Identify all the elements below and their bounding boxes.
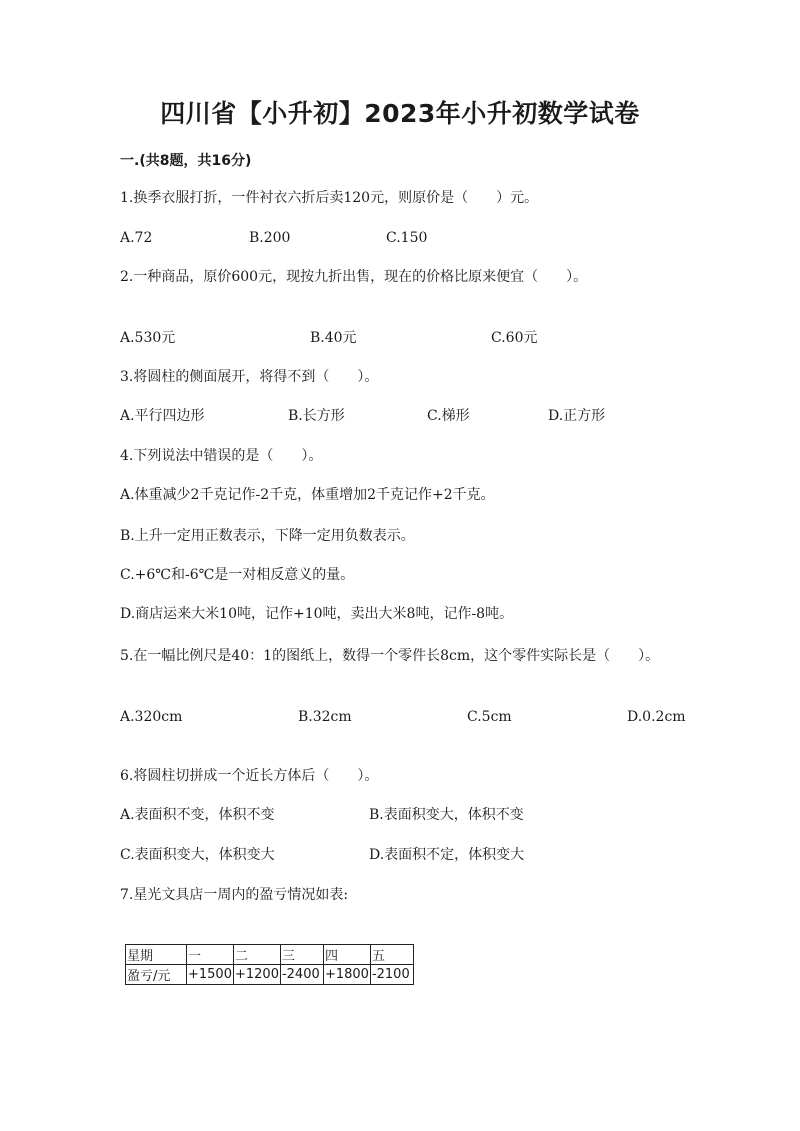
question-6-option-b[interactable]: B.表面积变大，体积不变 [369, 807, 524, 823]
table-cell: +1800 [323, 965, 370, 985]
question-4-option-a[interactable]: A.体重减少2千克记作-2千克，体重增加2千克记作+2千克。 [120, 487, 495, 503]
profit-loss-table [125, 944, 414, 985]
question-7-stem: 7.星光文具店一周内的盈亏情况如表: [120, 887, 349, 903]
section-header: 一.(共8题，共16分) [120, 153, 252, 169]
question-2-option-c[interactable]: C.60元 [491, 330, 538, 346]
question-2-stem: 2.一种商品，原价600元，现按九折出售，现在的价格比原来便宜（ ）。 [120, 269, 588, 285]
question-6-option-c[interactable]: C.表面积变大，体积变大 [120, 847, 275, 863]
table-cell: 盈亏/元 [126, 965, 187, 985]
question-2-option-a[interactable]: A.530元 [120, 330, 176, 346]
question-4-stem: 4.下列说法中错误的是（ ）。 [120, 448, 323, 464]
question-3-stem: 3.将圆柱的侧面展开，将得不到（ ）。 [120, 369, 379, 385]
question-5-option-b[interactable]: B.32cm [298, 709, 352, 725]
table-cell: 星期 [126, 945, 187, 965]
table-cell: 四 [323, 945, 370, 965]
table-cell: 一 [187, 945, 234, 965]
table-cell: 二 [233, 945, 280, 965]
question-4-option-b[interactable]: B.上升一定用正数表示，下降一定用负数表示。 [120, 528, 415, 544]
table-row [126, 965, 414, 985]
question-1-option-a[interactable]: A.72 [120, 230, 153, 246]
question-3-option-d[interactable]: D.正方形 [548, 408, 606, 424]
question-3-option-a[interactable]: A.平行四边形 [120, 408, 205, 424]
question-5-option-a[interactable]: A.320cm [120, 709, 183, 725]
question-5-option-d[interactable]: D.0.2cm [627, 709, 686, 725]
question-1-option-b[interactable]: B.200 [249, 230, 291, 246]
question-4-option-d[interactable]: D.商店运来大米10吨，记作+10吨，卖出大米8吨，记作-8吨。 [120, 606, 514, 622]
table-cell: +1200 [233, 965, 280, 985]
question-5-stem: 5.在一幅比例尺是40：1的图纸上，数得一个零件长8cm，这个零件实际长是（ ）。 [120, 648, 660, 664]
question-5-option-c[interactable]: C.5cm [467, 709, 512, 725]
question-6-option-a[interactable]: A.表面积不变，体积不变 [120, 807, 275, 823]
question-2-option-b[interactable]: B.40元 [310, 330, 357, 346]
table-cell: -2100 [370, 965, 413, 985]
table-cell: 三 [280, 945, 323, 965]
table-cell: -2400 [280, 965, 323, 985]
question-3-option-b[interactable]: B.长方形 [288, 408, 345, 424]
question-3-option-c[interactable]: C.梯形 [427, 408, 470, 424]
table-cell: +1500 [187, 965, 234, 985]
question-6-option-d[interactable]: D.表面积不定，体积变大 [369, 847, 525, 863]
table-cell: 五 [370, 945, 413, 965]
question-6-stem: 6.将圆柱切拼成一个近长方体后（ ）。 [120, 768, 379, 784]
question-4-option-c[interactable]: C.+6℃和-6℃是一对相反意义的量。 [120, 567, 355, 583]
question-1-option-c[interactable]: C.150 [386, 230, 428, 246]
exam-title: 四川省【小升初】2023年小升初数学试卷 [160, 99, 640, 128]
table-header-row [126, 945, 414, 965]
question-1-stem: 1.换季衣服打折，一件衬衣六折后卖120元，则原价是（ ）元。 [120, 190, 539, 206]
